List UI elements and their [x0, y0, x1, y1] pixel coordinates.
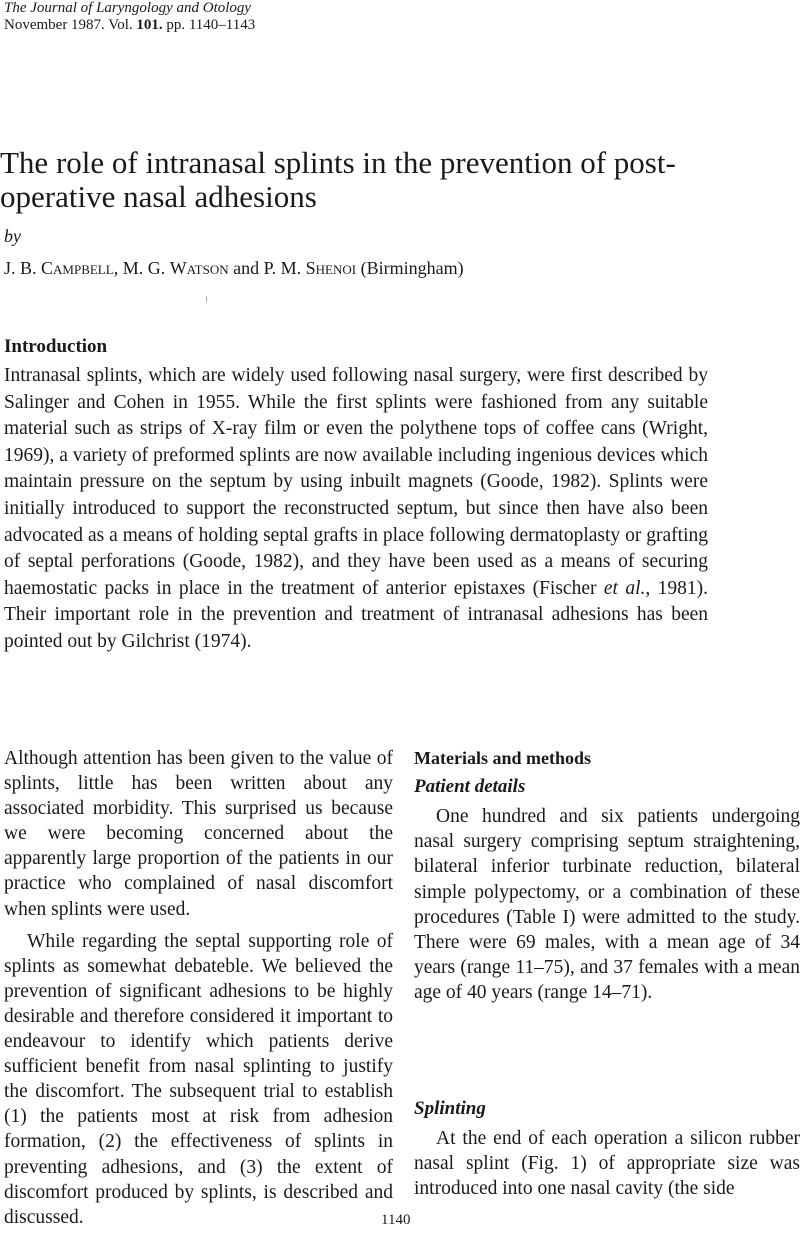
introduction-paragraph [4, 363, 708, 656]
journal-issue [4, 17, 255, 34]
introduction-heading: Introduction [4, 336, 108, 357]
splinting-heading: Splinting [414, 1098, 486, 1119]
author-1-surname: Campbell [41, 258, 114, 278]
patient-details-paragraph: One hundred and six patients undergoing nasal surgery comprising septum straightening, bilateral inferior turbinate reduction, bilateral simple polypectomy, or a combination of these procedures (Table I) were admitted to the study. There were 69 males, with a mean age of 34 years (range 11–75), and 37 females with a mean age of 40 years (range 14–71). [414, 806, 800, 1004]
author-affiliation: (Birmingham) [356, 258, 464, 278]
author-separator-1: , M. G. [113, 258, 170, 278]
page-range: pp. 1140–1143 [162, 17, 256, 33]
author-2-surname: Watson [169, 258, 229, 278]
right-column [414, 746, 800, 1006]
splinting-section [414, 1092, 800, 1202]
article-title: The role of intranasal splints in the prevention of post-operative nasal adhesions [0, 145, 676, 214]
materials-methods-heading: Materials and methods [414, 748, 591, 768]
author-list [4, 258, 464, 279]
intro-text-part-1: Intranasal splints, which are widely used following nasal surgery, were first described by Salinger and Cohen in 1955. While the first splints were fashioned from any suitable material such as strips of X-ray film or even the polythene tops of coffee cans (Wright, 1969), a variety of preformed splints are now available including ingenious devices which maintain pressure on the septum by using inbuilt magnets (Goode, 1982). Splints were initially introduced to support the reconstructed septum, but since then have also been advocated as a means of holding septal grafts in place following dermatoplasty or grafting of septal perforations (Goode, 1982), and they have been used as a means of securing haemostatic packs in place in the treatment of anterior epistaxes (Fischer [4, 365, 708, 599]
left-paragraph-1: Although attention has been given to the value of splints, little has been written about any associated morbidity. This surprised us because we were becoming concerned about the apparently large proportion of the patients in our practice who complained of nasal discomfort when splints were used. [4, 748, 393, 920]
author-separator-2: and P. M. [228, 258, 306, 278]
splinting-paragraph: At the end of each operation a silicon rubber nasal splint (Fig. 1) of appropriate size was introduced into one nasal cavity (the side [414, 1128, 800, 1200]
intro-text-part-2: , 1981). Their important role in the prevention and treatment of intranasal adhesions has been pointed out by Gilchrist (1974). [4, 577, 708, 652]
journal-name: The Journal of Laryngology and Otology [4, 0, 252, 16]
left-column [4, 746, 393, 1237]
author-1-initials: J. B. [4, 258, 42, 278]
author-3-surname: Shenoi [305, 258, 357, 278]
page-number: 1140 [381, 1212, 411, 1228]
intro-et-al: et al. [603, 577, 646, 599]
byline-by: by [4, 226, 21, 246]
left-paragraph-2: While regarding the septal supporting role of splints as somewhat debateble. We believed the prevention of significant adhesions to be highly desirable and therefore considered it important to endeavour to identify which patients derive sufficient benefit from nasal splinting to justify the discomfort. The subsequent trial to establish (1) the patients most at risk from adhesion formation, (2) the effectiveness of splints in preventing adhesions, and (3) the extent of discomfort produced by splints, is described and discussed. [4, 930, 393, 1228]
volume-number: 101. [136, 17, 163, 33]
print-mark [206, 296, 207, 302]
issue-prefix: November 1987. Vol. [4, 17, 137, 33]
patient-details-heading: Patient details [414, 776, 526, 797]
